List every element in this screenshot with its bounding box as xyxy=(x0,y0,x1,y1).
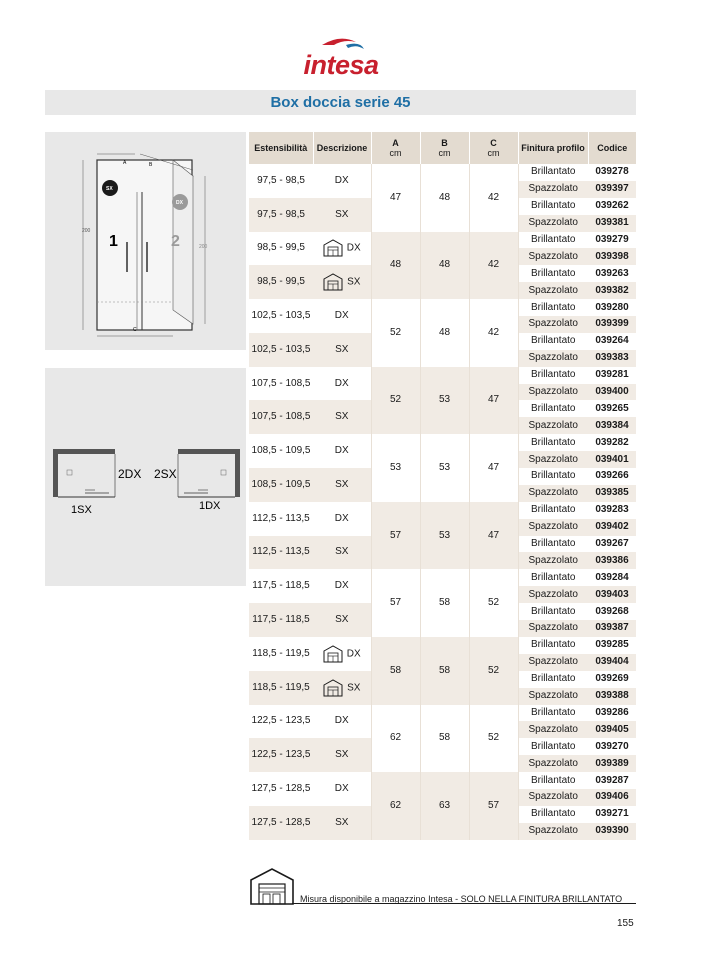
codice-cell: 039386 xyxy=(588,552,636,569)
codice-cell: 039400 xyxy=(588,384,636,401)
finitura-cell: Spazzolato xyxy=(518,654,588,671)
codice-cell: 039267 xyxy=(588,536,636,553)
shower-plan-view-diagram xyxy=(45,368,246,586)
descrizione-cell xyxy=(313,536,371,570)
warehouse-stock-icon xyxy=(323,243,347,254)
codice-cell: 039287 xyxy=(588,772,636,789)
finitura-cell: Brillantato xyxy=(518,265,588,282)
descrizione-value: DX xyxy=(346,648,361,660)
codice-cell: 039385 xyxy=(588,485,636,502)
table-row xyxy=(249,367,636,384)
descrizione-value: SX xyxy=(347,682,361,694)
dim-c-cell: 47 xyxy=(469,502,518,570)
descrizione-value: DX xyxy=(334,715,349,727)
codice-cell: 039282 xyxy=(588,434,636,451)
panel-number-2: 2 xyxy=(171,233,180,250)
finitura-cell: Brillantato xyxy=(518,232,588,249)
finitura-cell: Brillantato xyxy=(518,400,588,417)
codice-cell: 039262 xyxy=(588,198,636,215)
descrizione-cell xyxy=(313,265,371,299)
descrizione-cell xyxy=(313,637,371,671)
estensibilita-cell: 118,5 - 119,5 xyxy=(249,637,313,671)
estensibilita-cell: 122,5 - 123,5 xyxy=(249,705,313,739)
table-row xyxy=(249,705,636,722)
descrizione-value: DX xyxy=(334,782,349,794)
finitura-cell: Spazzolato xyxy=(518,417,588,434)
finitura-cell: Spazzolato xyxy=(518,181,588,198)
dim-b-cell: 53 xyxy=(420,502,469,570)
intesa-logo xyxy=(300,36,382,82)
codice-cell: 039264 xyxy=(588,333,636,350)
finitura-cell: Spazzolato xyxy=(518,755,588,772)
dim-c-cell: 42 xyxy=(469,164,518,232)
finitura-cell: Brillantato xyxy=(518,367,588,384)
finitura-cell: Spazzolato xyxy=(518,316,588,333)
estensibilita-cell: 97,5 - 98,5 xyxy=(249,164,313,198)
warehouse-stock-icon xyxy=(323,648,347,659)
table-header-row xyxy=(249,132,636,164)
unit: cm xyxy=(487,148,500,158)
warehouse-icon xyxy=(249,866,295,906)
estensibilita-cell: 108,5 - 109,5 xyxy=(249,434,313,468)
header-finitura: Finitura profilo xyxy=(518,132,588,164)
codice-cell: 039279 xyxy=(588,232,636,249)
dim-a-cell: 57 xyxy=(371,569,420,637)
descrizione-value: SX xyxy=(335,614,349,626)
height-label-left: 200 xyxy=(82,228,91,234)
finitura-cell: Brillantato xyxy=(518,434,588,451)
finitura-cell: Spazzolato xyxy=(518,248,588,265)
label-c: C xyxy=(133,327,137,333)
estensibilita-cell: 107,5 - 108,5 xyxy=(249,400,313,434)
finitura-cell: Brillantato xyxy=(518,705,588,722)
descrizione-value: DX xyxy=(346,243,361,255)
estensibilita-cell: 102,5 - 103,5 xyxy=(249,299,313,333)
dim-a-cell: 57 xyxy=(371,502,420,570)
finitura-cell: Brillantato xyxy=(518,198,588,215)
footnote: Misura disponibile a magazzino Intesa - SOLO NELLA FINITURA BRILLANTATO xyxy=(300,894,623,904)
descrizione-value: DX xyxy=(334,445,349,457)
product-table xyxy=(249,132,636,840)
dim-a-cell: 48 xyxy=(371,232,420,300)
descrizione-cell xyxy=(313,671,371,705)
header-a: A cm xyxy=(371,132,420,164)
finitura-cell: Spazzolato xyxy=(518,620,588,637)
codice-cell: 039284 xyxy=(588,569,636,586)
finitura-cell: Brillantato xyxy=(518,468,588,485)
codice-cell: 039384 xyxy=(588,417,636,434)
shower-box-drawing xyxy=(45,132,246,350)
descrizione-value: DX xyxy=(334,512,349,524)
descrizione-value: DX xyxy=(334,377,349,389)
right-side-label: 2SX xyxy=(154,467,177,481)
unit: cm xyxy=(438,148,451,158)
height-label-right: 200 xyxy=(199,244,208,250)
table-row xyxy=(249,569,636,586)
codice-cell: 039387 xyxy=(588,620,636,637)
codice-cell: 039381 xyxy=(588,215,636,232)
dim-b-cell: 58 xyxy=(420,705,469,773)
codice-cell: 039399 xyxy=(588,316,636,333)
codice-cell: 039390 xyxy=(588,823,636,840)
dim-b-cell: 48 xyxy=(420,164,469,232)
finitura-cell: Brillantato xyxy=(518,603,588,620)
finitura-cell: Spazzolato xyxy=(518,282,588,299)
table-row xyxy=(249,232,636,249)
estensibilita-cell: 117,5 - 118,5 xyxy=(249,569,313,603)
finitura-cell: Spazzolato xyxy=(518,721,588,738)
descrizione-value: SX xyxy=(335,208,349,220)
codice-cell: 039388 xyxy=(588,688,636,705)
finitura-cell: Spazzolato xyxy=(518,384,588,401)
finitura-cell: Spazzolato xyxy=(518,552,588,569)
dim-b-cell: 48 xyxy=(420,232,469,300)
finitura-cell: Brillantato xyxy=(518,772,588,789)
finitura-cell: Brillantato xyxy=(518,502,588,519)
codice-cell: 039268 xyxy=(588,603,636,620)
codice-cell: 039263 xyxy=(588,265,636,282)
descrizione-cell xyxy=(313,400,371,434)
estensibilita-cell: 117,5 - 118,5 xyxy=(249,603,313,637)
descrizione-value: DX xyxy=(334,174,349,186)
codice-cell: 039283 xyxy=(588,502,636,519)
codice-cell: 039265 xyxy=(588,400,636,417)
finitura-cell: Spazzolato xyxy=(518,215,588,232)
descrizione-cell xyxy=(313,738,371,772)
codice-cell: 039382 xyxy=(588,282,636,299)
codice-cell: 039403 xyxy=(588,586,636,603)
codice-cell: 039278 xyxy=(588,164,636,181)
dim-b-cell: 63 xyxy=(420,772,469,840)
table-row xyxy=(249,164,636,181)
warehouse-stock-icon xyxy=(323,682,347,693)
finitura-cell: Spazzolato xyxy=(518,485,588,502)
codice-cell: 039398 xyxy=(588,248,636,265)
codice-cell: 039281 xyxy=(588,367,636,384)
codice-cell: 039270 xyxy=(588,738,636,755)
finitura-cell: Brillantato xyxy=(518,536,588,553)
header-estensibilita: Estensibilità xyxy=(249,132,313,164)
descrizione-cell xyxy=(313,198,371,232)
dim-c-cell: 47 xyxy=(469,367,518,435)
estensibilita-cell: 127,5 - 128,5 xyxy=(249,806,313,840)
estensibilita-cell: 108,5 - 109,5 xyxy=(249,468,313,502)
table-row xyxy=(249,434,636,451)
finitura-cell: Brillantato xyxy=(518,333,588,350)
finitura-cell: Spazzolato xyxy=(518,789,588,806)
estensibilita-cell: 97,5 - 98,5 xyxy=(249,198,313,232)
finitura-cell: Brillantato xyxy=(518,637,588,654)
finitura-cell: Brillantato xyxy=(518,738,588,755)
panel-number-1: 1 xyxy=(109,233,118,250)
estensibilita-cell: 127,5 - 128,5 xyxy=(249,772,313,806)
codice-cell: 039266 xyxy=(588,468,636,485)
dim-a-cell: 62 xyxy=(371,705,420,773)
plan-view-drawing xyxy=(45,368,246,586)
finitura-cell: Brillantato xyxy=(518,299,588,316)
descrizione-cell xyxy=(313,232,371,266)
dim-a-cell: 62 xyxy=(371,772,420,840)
codice-cell: 039271 xyxy=(588,806,636,823)
left-bottom-label: 1SX xyxy=(71,504,92,516)
dim-a-cell: 52 xyxy=(371,367,420,435)
table-row xyxy=(249,772,636,789)
finitura-cell: Spazzolato xyxy=(518,519,588,536)
header-descrizione: Descrizione xyxy=(313,132,371,164)
estensibilita-cell: 112,5 - 113,5 xyxy=(249,502,313,536)
descrizione-cell xyxy=(313,333,371,367)
label-a: A xyxy=(123,160,127,166)
table-row xyxy=(249,637,636,654)
estensibilita-cell: 112,5 - 113,5 xyxy=(249,536,313,570)
descrizione-cell xyxy=(313,569,371,603)
estensibilita-cell: 122,5 - 123,5 xyxy=(249,738,313,772)
table-row xyxy=(249,502,636,519)
dim-c-cell: 57 xyxy=(469,772,518,840)
estensibilita-cell: 107,5 - 108,5 xyxy=(249,367,313,401)
finitura-cell: Spazzolato xyxy=(518,823,588,840)
table-body xyxy=(249,164,636,840)
right-bottom-label: 1DX xyxy=(199,500,221,512)
descrizione-cell xyxy=(313,164,371,198)
shower-box-perspective-diagram xyxy=(45,132,246,350)
dim-b-cell: 53 xyxy=(420,434,469,502)
finitura-cell: Brillantato xyxy=(518,671,588,688)
header-b: B cm xyxy=(420,132,469,164)
left-side-label: 2DX xyxy=(118,467,142,481)
dx-badge: DX xyxy=(176,200,183,206)
label-b: B xyxy=(149,162,153,168)
dim-b-cell: 53 xyxy=(420,367,469,435)
descrizione-cell xyxy=(313,705,371,739)
dim-a-cell: 53 xyxy=(371,434,420,502)
codice-cell: 039389 xyxy=(588,755,636,772)
descrizione-cell xyxy=(313,502,371,536)
estensibilita-cell: 98,5 - 99,5 xyxy=(249,265,313,299)
codice-cell: 039402 xyxy=(588,519,636,536)
dim-c-cell: 47 xyxy=(469,434,518,502)
warehouse-stock-icon xyxy=(323,277,347,288)
finitura-cell: Spazzolato xyxy=(518,350,588,367)
codice-cell: 039286 xyxy=(588,705,636,722)
descrizione-cell xyxy=(313,772,371,806)
page-number: 155 xyxy=(617,918,634,929)
codice-cell: 039280 xyxy=(588,299,636,316)
descrizione-cell xyxy=(313,367,371,401)
estensibilita-cell: 102,5 - 103,5 xyxy=(249,333,313,367)
dim-c-cell: 52 xyxy=(469,569,518,637)
sx-badge: SX xyxy=(106,186,113,192)
descrizione-cell xyxy=(313,434,371,468)
estensibilita-cell: 98,5 - 99,5 xyxy=(249,232,313,266)
descrizione-cell xyxy=(313,299,371,333)
descrizione-value: SX xyxy=(335,749,349,761)
descrizione-value: DX xyxy=(334,580,349,592)
brand-name: intesa xyxy=(303,50,379,80)
dim-c-cell: 52 xyxy=(469,637,518,705)
descrizione-value: SX xyxy=(335,816,349,828)
descrizione-cell xyxy=(313,468,371,502)
dim-b-cell: 48 xyxy=(420,299,469,367)
table-row xyxy=(249,299,636,316)
header-codice: Codice xyxy=(588,132,636,164)
codice-cell: 039397 xyxy=(588,181,636,198)
descrizione-cell xyxy=(313,806,371,840)
estensibilita-cell: 118,5 - 119,5 xyxy=(249,671,313,705)
dim-c-cell: 42 xyxy=(469,232,518,300)
finitura-cell: Brillantato xyxy=(518,569,588,586)
codice-cell: 039401 xyxy=(588,451,636,468)
descrizione-value: SX xyxy=(335,546,349,558)
dim-b-cell: 58 xyxy=(420,637,469,705)
dim-c-cell: 42 xyxy=(469,299,518,367)
descrizione-value: DX xyxy=(334,310,349,322)
descrizione-value: SX xyxy=(335,478,349,490)
dim-a-cell: 58 xyxy=(371,637,420,705)
codice-cell: 039406 xyxy=(588,789,636,806)
page-title: Box doccia serie 45 xyxy=(45,90,636,115)
unit: cm xyxy=(389,148,402,158)
codice-cell: 039285 xyxy=(588,637,636,654)
descrizione-value: SX xyxy=(335,343,349,355)
finitura-cell: Brillantato xyxy=(518,164,588,181)
codice-cell: 039405 xyxy=(588,721,636,738)
finitura-cell: Brillantato xyxy=(518,806,588,823)
finitura-cell: Spazzolato xyxy=(518,688,588,705)
descrizione-value: SX xyxy=(335,411,349,423)
finitura-cell: Spazzolato xyxy=(518,451,588,468)
dim-a-cell: 47 xyxy=(371,164,420,232)
dim-c-cell: 52 xyxy=(469,705,518,773)
codice-cell: 039269 xyxy=(588,671,636,688)
header-c: C cm xyxy=(469,132,518,164)
codice-cell: 039404 xyxy=(588,654,636,671)
dim-b-cell: 58 xyxy=(420,569,469,637)
descrizione-value: SX xyxy=(347,276,361,288)
finitura-cell: Spazzolato xyxy=(518,586,588,603)
descrizione-cell xyxy=(313,603,371,637)
codice-cell: 039383 xyxy=(588,350,636,367)
dim-a-cell: 52 xyxy=(371,299,420,367)
